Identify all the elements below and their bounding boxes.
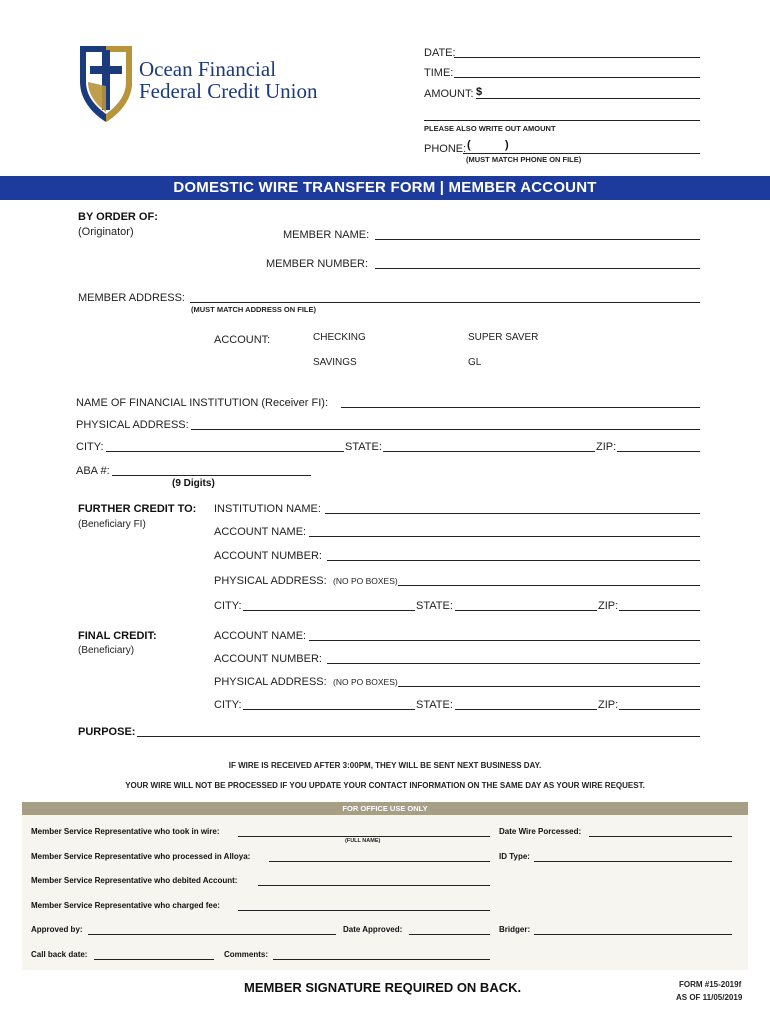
call-back-field[interactable]	[94, 959, 214, 960]
form-number: FORM #15-2019f	[679, 980, 742, 989]
full-name-note: (FULL NAME)	[345, 838, 381, 844]
further-city-field[interactable]	[243, 610, 415, 611]
purpose-field[interactable]	[137, 736, 700, 737]
gl-option[interactable]: GL	[468, 357, 482, 368]
receiver-physical-label: PHYSICAL ADDRESS:	[76, 419, 189, 431]
date-processed-field[interactable]	[589, 836, 732, 837]
page-title: DOMESTIC WIRE TRANSFER FORM | MEMBER ACCOUNT	[173, 179, 597, 196]
further-zip-field[interactable]	[619, 610, 700, 611]
logo-line-2: Federal Credit Union	[139, 79, 318, 103]
phone-open-paren: (	[467, 139, 471, 151]
final-acct-name-label: ACCOUNT NAME:	[214, 630, 307, 642]
notice-contact-update: YOUR WIRE WILL NOT BE PROCESSED IF YOU UPDATE YOUR CONTACT INFORMATION ON THE SAME DAY AS YOUR WIRE REQUEST.	[125, 781, 645, 790]
receiver-name-field[interactable]	[341, 407, 700, 408]
final-acct-name-field[interactable]	[309, 640, 700, 641]
further-credit-heading: FURTHER CREDIT TO:	[78, 503, 197, 515]
checking-option[interactable]: CHECKING	[313, 332, 366, 343]
notice-cutoff: IF WIRE IS RECEIVED AFTER 3:00PM, THEY WILL BE SENT NEXT BUSINESS DAY.	[228, 761, 542, 770]
member-name-field[interactable]	[375, 239, 700, 240]
charged-field[interactable]	[238, 910, 490, 911]
office-use-bar	[22, 802, 748, 815]
approved-by-field[interactable]	[88, 934, 336, 935]
debited-field[interactable]	[258, 885, 490, 886]
further-physical-field[interactable]	[398, 585, 700, 586]
further-acct-name-label: ACCOUNT NAME:	[214, 526, 307, 538]
aba-field[interactable]	[112, 475, 311, 476]
dollar-symbol: $	[476, 86, 483, 98]
time-label: TIME:	[424, 67, 454, 79]
id-type-field[interactable]	[534, 861, 732, 862]
receiver-name-label: NAME OF FINANCIAL INSTITUTION (Receiver FI):	[76, 397, 328, 409]
bridger-field[interactable]	[534, 934, 732, 935]
receiver-state-field[interactable]	[383, 451, 595, 452]
office-use-panel	[22, 815, 748, 970]
form-date: AS OF 11/05/2019	[676, 993, 743, 1002]
amount-written-field[interactable]	[424, 120, 700, 121]
further-inst-name-label: INSTITUTION NAME:	[214, 503, 321, 515]
member-address-label: MEMBER ADDRESS:	[78, 292, 185, 304]
comments-label: Comments:	[224, 950, 269, 959]
member-name-label: MEMBER NAME:	[283, 229, 370, 241]
address-note: (MUST MATCH ADDRESS ON FILE)	[191, 305, 316, 314]
id-type-label: ID Type:	[499, 852, 530, 861]
originator-sub: (Originator)	[78, 226, 134, 238]
shield-cross-icon	[76, 42, 136, 126]
date-label: DATE:	[424, 47, 456, 59]
amount-label: AMOUNT:	[424, 88, 474, 100]
phone-close-paren: )	[505, 139, 509, 151]
debited-label: Member Service Representative who debited Account:	[31, 876, 238, 885]
processed-field[interactable]	[269, 861, 490, 862]
took-in-field[interactable]	[238, 836, 490, 837]
phone-field[interactable]	[463, 153, 700, 154]
call-back-label: Call back date:	[31, 950, 88, 959]
final-city-label: CITY:	[214, 699, 242, 711]
final-city-field[interactable]	[243, 709, 415, 710]
title-bar	[0, 176, 770, 200]
time-field[interactable]	[454, 77, 700, 78]
member-number-field[interactable]	[375, 268, 700, 269]
date-approved-label: Date Approved:	[343, 925, 403, 934]
further-acct-number-label: ACCOUNT NUMBER:	[214, 550, 322, 562]
further-city-label: CITY:	[214, 600, 242, 612]
date-processed-label: Date Wire Porcessed:	[499, 827, 582, 836]
final-zip-field[interactable]	[619, 709, 700, 710]
final-credit-heading: FINAL CREDIT:	[78, 630, 157, 642]
logo-line-1: Ocean Financial	[139, 57, 277, 81]
receiver-physical-field[interactable]	[191, 429, 700, 430]
final-credit-sub: (Beneficiary)	[78, 645, 135, 656]
final-physical-label: PHYSICAL ADDRESS:	[214, 676, 327, 688]
further-state-label: STATE:	[416, 600, 453, 612]
final-acct-number-label: ACCOUNT NUMBER:	[214, 653, 322, 665]
final-state-field[interactable]	[455, 709, 597, 710]
approved-by-label: Approved by:	[31, 925, 83, 934]
final-physical-field[interactable]	[398, 686, 700, 687]
date-field[interactable]	[454, 57, 700, 58]
member-number-label: MEMBER NUMBER:	[266, 258, 369, 270]
charged-label: Member Service Representative who charged fee:	[31, 901, 220, 910]
date-approved-field[interactable]	[409, 934, 490, 935]
signature-notice: MEMBER SIGNATURE REQUIRED ON BACK.	[244, 980, 522, 995]
processed-label: Member Service Representative who processed in Alloya:	[31, 852, 251, 861]
super-saver-option[interactable]: SUPER SAVER	[468, 332, 539, 343]
write-out-note: PLEASE ALSO WRITE OUT AMOUNT	[424, 124, 556, 133]
phone-label: PHONE:	[424, 143, 467, 155]
took-in-label: Member Service Representative who took in wire:	[31, 827, 220, 836]
receiver-zip-field[interactable]	[617, 451, 700, 452]
savings-option[interactable]: SAVINGS	[313, 357, 357, 368]
further-acct-name-field[interactable]	[309, 536, 700, 537]
member-address-field[interactable]	[190, 302, 700, 303]
receiver-city-label: CITY:	[76, 441, 104, 453]
aba-label: ABA #:	[76, 465, 110, 477]
purpose-label: PURPOSE:	[78, 726, 136, 738]
further-state-field[interactable]	[455, 610, 597, 611]
office-use-heading: FOR OFFICE USE ONLY	[342, 804, 428, 813]
bridger-label: Bridger:	[499, 925, 531, 934]
final-state-label: STATE:	[416, 699, 453, 711]
final-zip-label: ZIP:	[598, 699, 619, 711]
further-inst-name-field[interactable]	[325, 513, 700, 514]
comments-field[interactable]	[273, 959, 490, 960]
further-no-po-note: (NO PO BOXES)	[333, 576, 398, 586]
receiver-city-field[interactable]	[106, 451, 344, 452]
amount-field[interactable]	[476, 98, 700, 99]
further-zip-label: ZIP:	[598, 600, 619, 612]
further-physical-label: PHYSICAL ADDRESS:	[214, 575, 327, 587]
by-order-of-heading: BY ORDER OF:	[78, 211, 158, 223]
aba-note: (9 Digits)	[172, 478, 215, 489]
further-credit-sub: (Beneficiary FI)	[78, 519, 146, 530]
receiver-zip-label: ZIP:	[596, 441, 617, 453]
receiver-state-label: STATE:	[345, 441, 382, 453]
final-no-po-note: (NO PO BOXES)	[333, 677, 398, 687]
further-acct-number-field[interactable]	[327, 560, 700, 561]
final-acct-number-field[interactable]	[327, 663, 700, 664]
account-label: ACCOUNT:	[214, 334, 271, 346]
phone-note: (MUST MATCH PHONE ON FILE)	[466, 155, 582, 164]
